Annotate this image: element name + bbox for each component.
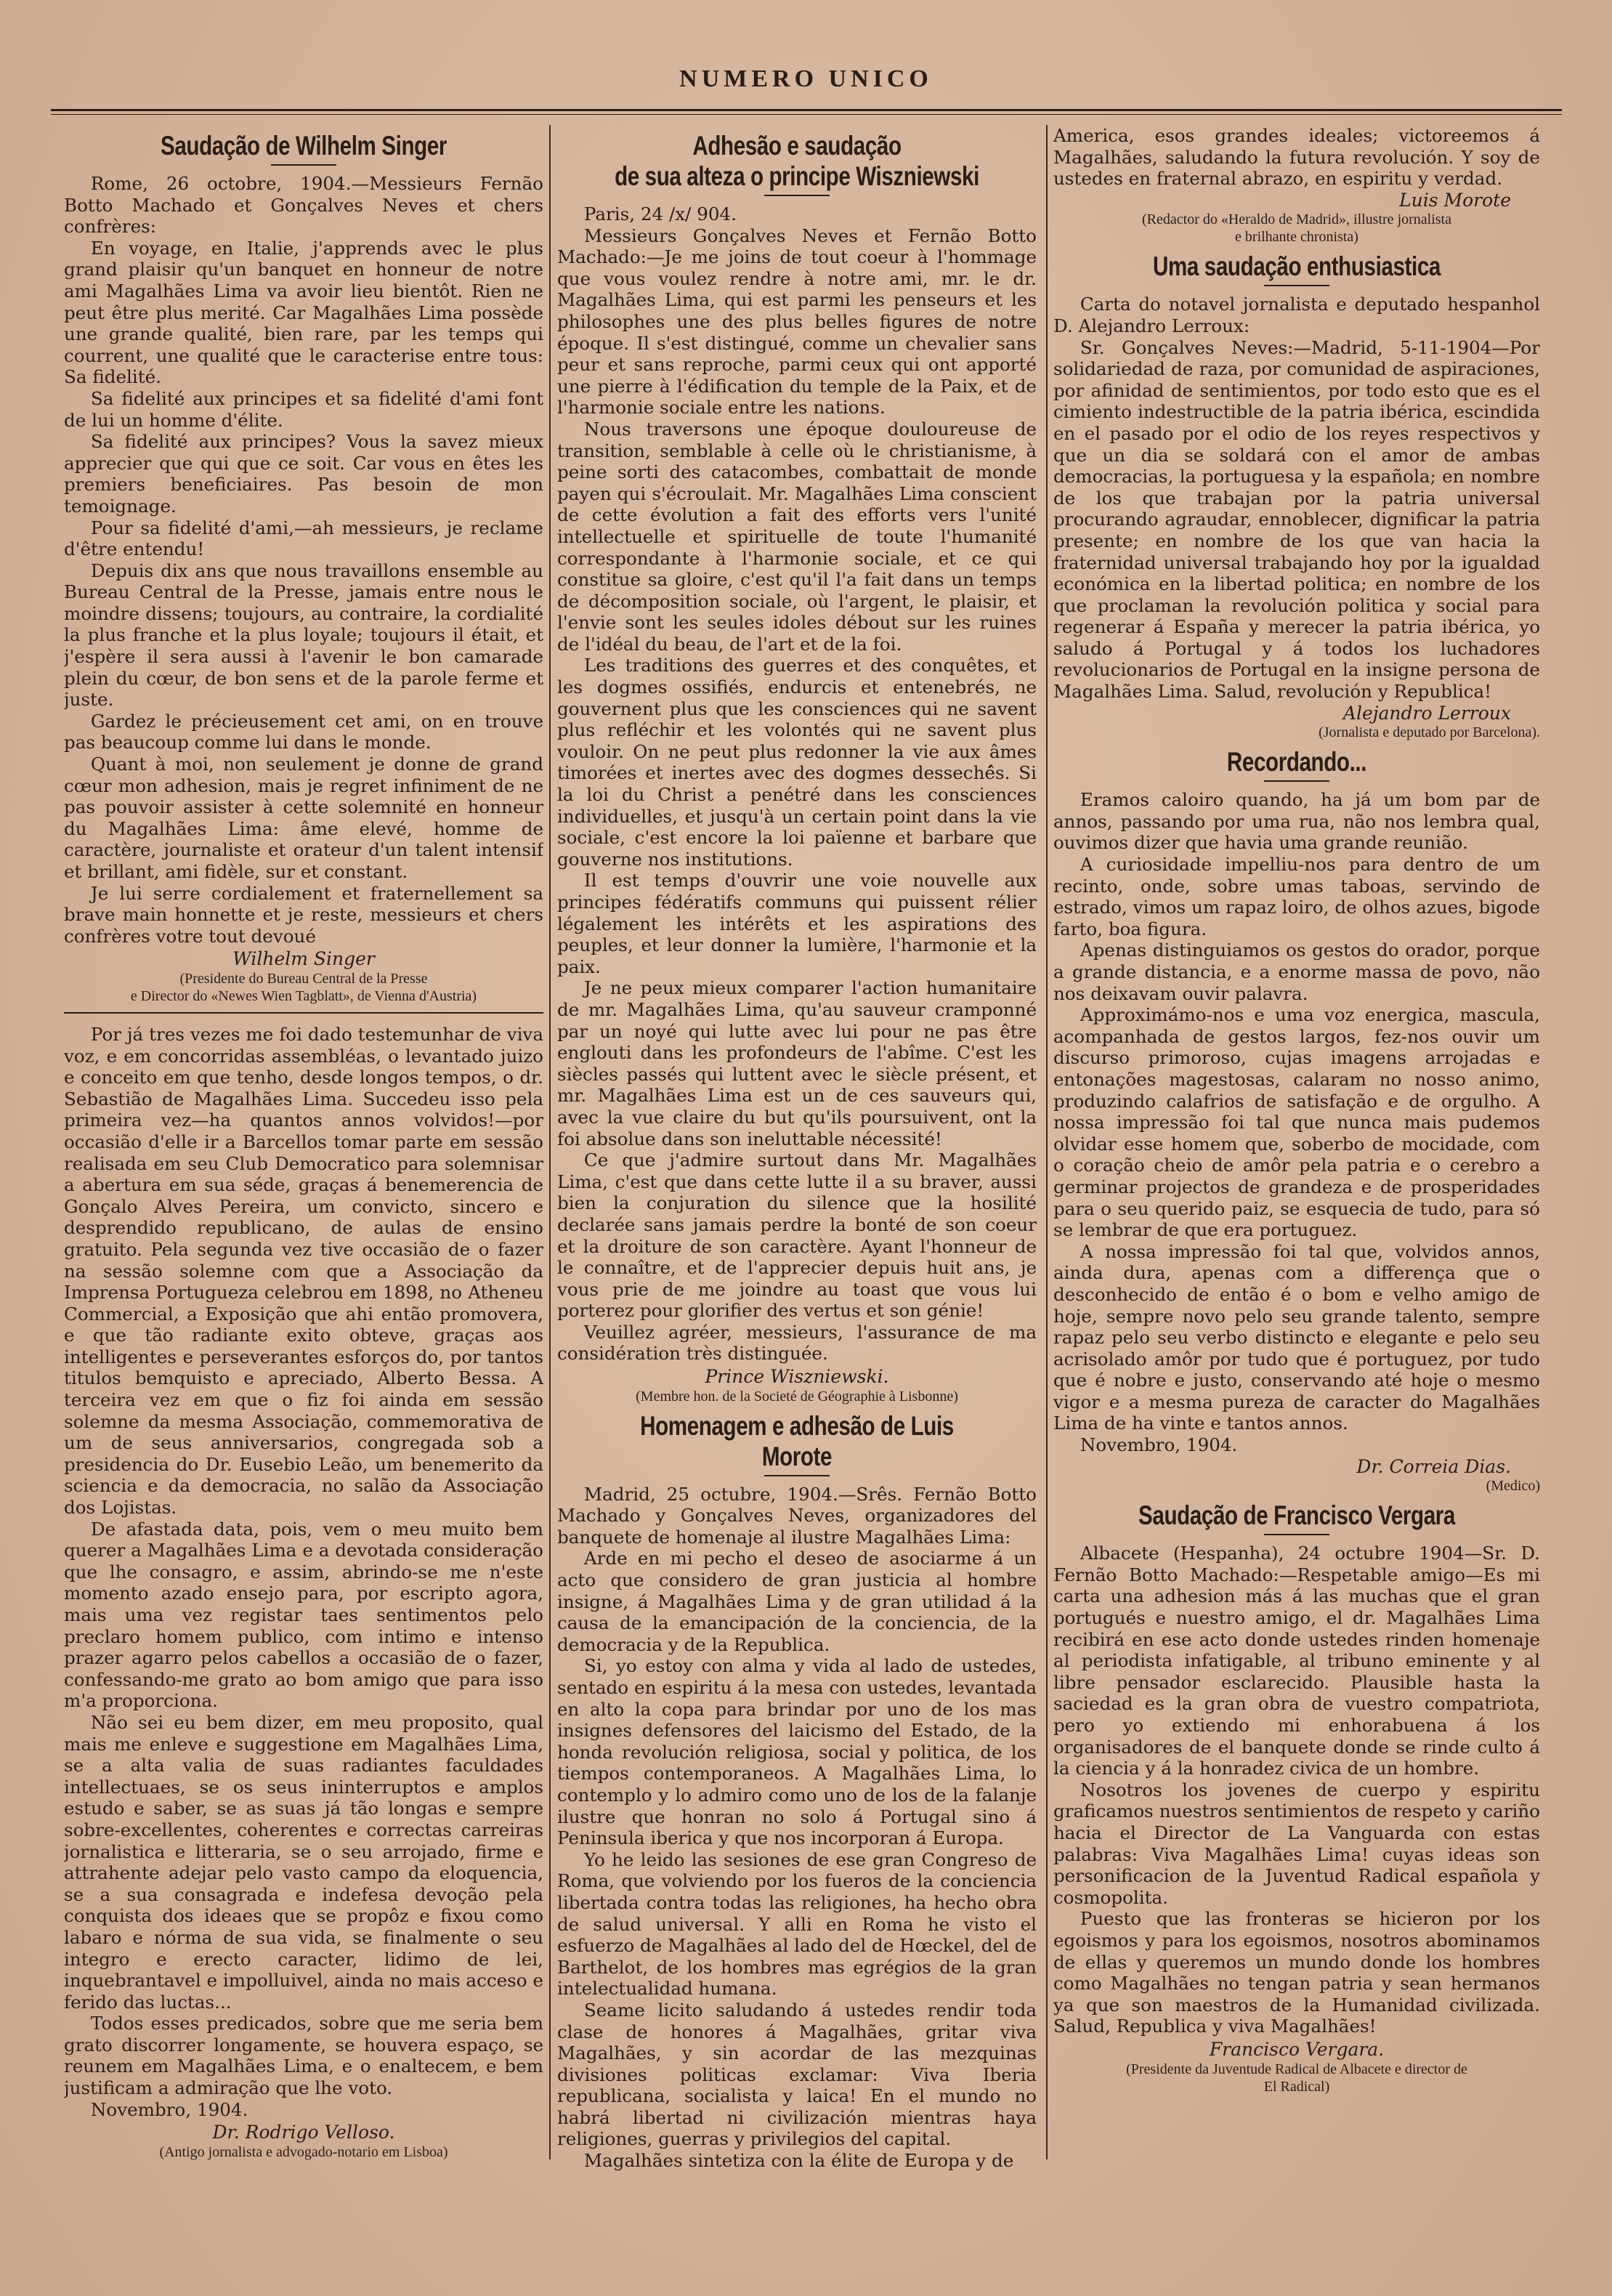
column-divider bbox=[1046, 125, 1048, 2159]
paragraph: Por já tres vezes me foi dado testemunhar de viva voz, e em concorridas assembléas, o levantado juizo e conceito em que tenho, desde longos tempos, o dr. Sebastião de Magalhães Lima. Succedeu isso pela primeira vez—ha quantos annos volvidos!—por occasião d'elle ir a Barcellos tomar parte em sessão realisada em seu Club Democratico para solemnisar a abertura em sua séde, graças á benemerencia de Gonçalo Alves Pereira, um convicto, sincero e desprendido republicano, de aulas de ensino gratuito. Pela segunda vez tive occasião de o fazer na sessão solemne com que a Associação da Imprensa Portugueza celebrou em 1898, no Atheneu Commercial, a Exposição que ahi então promovera, e que tão radiante exito obteve, graças aos intelligentes e perseverantes esforços do, por tantos titulos bemquisto e apreciado, Alberto Bessa. A terceira vez em que o fiz foi ainda em sessão solemne da mesma Associação, commemorativa de um de seus anniversarios, congregada sob a presidencia do Dr. Eusebio Leão, um benemerito da sciencia e da democracia, no salão da Associação dos Lojistas. bbox=[64, 1023, 543, 1519]
paragraph: Ce que j'admire surtout dans Mr. Magalhães Lima, c'est que dans cette lutte il a su braver, aussi bien la conjuration du silence que la hosilité declarée sans jamais perdre la bonté de son coeur et la droiture de son caractère. Ayant l'honneur de le connaître, et de l'apprecier depuis huit ans, je vous prie de me joindre au toast que vous lui porterez pour glorifier des vertus et son génie! bbox=[557, 1149, 1037, 1322]
masthead-title: NUMERO UNICO bbox=[679, 65, 933, 92]
paragraph: Albacete (Hespanha), 24 octubre 1904—Sr. D. Fernão Botto Machado:—Respetable amigo—Es mi carta una adhesion más á las muchas que el gran portugués e nuestro amigo, el dr. Magalhães Lima recibirá en ese acto donde ustedes rinden homenaje al periodista infatigable, al tribuno eminente y al libre pensador esclarecido. Plausible hasta la saciedad es la gran obra de vuestro compatriota, pero yo extiendo mi enhorabuena á los organisadores de el banquete donde se rinde culto á la ciencia y á la honradez civica de un hombre. bbox=[1053, 1543, 1540, 1779]
paragraph: Todos esses predicados, sobre que me seria bem grato discorrer longamente, se houvera espaço, se reunem em Magalhães Lima, e o enaltecem, e bem justificam a admiração que lhe voto. bbox=[64, 2013, 543, 2099]
paragraph: Paris, 24 /x/ 904. bbox=[583, 203, 737, 225]
title-rule bbox=[764, 1475, 830, 1476]
signature: Dr. Correia Dias. bbox=[1356, 1455, 1511, 1477]
article-title: de sua alteza o principe Wiszniewski bbox=[615, 161, 979, 191]
paragraph: Depuis dix ans que nous travaillons ensemble au Bureau Central de la Presse, jamais entre nous le moindre dissens; toujours, au contraire, la cordialité la plus franche et la plus loyale; toujours il était, et j'espère il sera aussi à l'avenir le bon camarade plein du cœur, de bon sens et de la parole ferme et juste. bbox=[64, 559, 543, 711]
paragraph: Magalhães sintetiza con la élite de Europa y de bbox=[583, 2150, 1014, 2172]
paragraph: Je lui serre cordialement et fraternellement sa brave main honnette et je reste, messieurs et chers confrères votre tout devoué bbox=[64, 882, 543, 947]
paragraph: Les traditions des guerres et des conquêtes, et les dogmes ossifiés, endurcis et entenebrés, ne gouvernent plus que les consciences qui ne savent plus refléchir et les volontés qui ne savent plus vouloir. On ne peut plus redonner la vie aux âmes timorées et inertes avec des dogmes desseché̂s. Si la loi du Christ a penétré dans les consciences individuelles, et jusqu'à un certain point dans la vie sociale, c'est encore la loi païenne et barbare que gouverne nos institutions. bbox=[557, 655, 1037, 870]
signature: Francisco Vergara. bbox=[1209, 2038, 1385, 2060]
article-title: Saudação de Wilhelm Singer bbox=[161, 131, 447, 161]
paragraph: America, esos grandes ideales; victoreemos á Magalhães, saludando la futura revolución. Y soy de ustedes en fraternal abrazo, en espiritu y verdad. bbox=[1053, 125, 1540, 190]
paragraph: Seame licito saludando á ustedes rendir toda clase de honores á Magalhães, gritar viva Magalhães, y sin acordar de las mezquinas divisiones politicas exclamar: Viva Iberia republicana, socialista y laica! En el mundo no habrá libertad ni civilización mientras haya religiones, guerras y privilegios del capital. bbox=[557, 1999, 1037, 2150]
title-rule bbox=[1264, 1534, 1329, 1535]
paragraph: Sa fidelité aux principes? Vous la savez mieux apprecier que qui que ce soit. Car vous en êtes les premiers beneficiaires. Pas besoin de mon temoignage. bbox=[64, 431, 543, 517]
title-rule bbox=[271, 164, 336, 166]
signature-note: (Presidente da Juventude Radical de Albacete e director de bbox=[1126, 2061, 1467, 2077]
section-rule bbox=[64, 1012, 543, 1014]
paragraph: Carta do notavel jornalista e deputado hespanhol D. Alejandro Lerroux: bbox=[1053, 294, 1540, 336]
signature: Alejandro Lerroux bbox=[1342, 702, 1511, 724]
column-middle bbox=[557, 125, 1037, 2218]
paragraph: Nous traversons une époque douloureuse de transition, semblable à celle où le christianisme, à peine sorti des catacombes, combattait de monde payen qui s'écroulait. Mr. Magalhães Lima conscient de cette évolution a fait des efforts vers l'unité intellectuelle et spirituelle de toute l'humanité correspondante à l'harmonie sociale, et ce qui constitue sa gloire, c'est qu'il l'a fait dans un temps de décomposition sociale, où l'argent, le plaisir, et l'envie sont les seules idoles débout sur les ruines de l'idéal du beau, de l'art et de la foi. bbox=[557, 418, 1037, 655]
column-left bbox=[64, 125, 543, 2218]
article-title: Homenagem e adhesão de Luis Morote bbox=[640, 1410, 954, 1471]
article-title: Adhesão e saudação bbox=[692, 131, 902, 161]
signature-note: e brilhante chronista) bbox=[1235, 229, 1358, 246]
signature: Dr. Rodrigo Velloso. bbox=[212, 2122, 395, 2143]
paragraph: Nosotros los jovenes de cuerpo y espiritu graficamos nuestros sentimientos de respeto y cariño hacia el Director de La Vanguarda con estas palabras: Viva Magalhães Lima! cuyas ideas son personificacion de la Juventud Radical española y cosmopolita. bbox=[1053, 1779, 1540, 1908]
paragraph: A nossa impressão foi tal que, volvidos annos, ainda dura, apenas com a differença que o desconhecido de então é o bom e velho amigo de hoje, sempre novo pelo seu grande talento, sempre rapaz pelo seu verbo distincto e elegante e pelo seu acrisolado amôr por tudo que é portuguez, por tudo que é nobre e justo, conservando até hoje o mesmo vigor e a mesma pureza de caracter do Magalhães Lima de ha vinte e tantos annos. bbox=[1053, 1240, 1540, 1434]
signature-note: El Radical) bbox=[1263, 2078, 1330, 2095]
paragraph: Je ne peux mieux comparer l'action humanitaire de mr. Magalhães Lima, qu'au sauveur cramponné par un noyé qui lutte avec lui pour ne pas être englouti dans les profondeurs de l'abîme. C'est les siècles passés qui luttent avec le siècle présent, et mr. Magalhães Lima est un de ces sauveurs qui, avec la vue claire du but qu'ils poursuivent, ont la foi absolue dans son ineluttable nécessité! bbox=[557, 977, 1037, 1149]
title-rule bbox=[1264, 780, 1329, 782]
paragraph: De afastada data, pois, vem o meu muito bem querer a Magalhães Lima e a devotada consideração que lhe consagro, e assim, abrindo-se me n'este momento azado ensejo para, por escripto agora, mais uma vez registar taes sentimentos pelo preclaro homem publico, com intimo e intenso prazer agarro pelos cabellos a occasião de o fazer, confessando-me grato ao bom amigo que para isso m'a proporciona. bbox=[64, 1518, 543, 1712]
signature-note: (Antigo jornalista e advogado-notario em Lisboa) bbox=[159, 2143, 448, 2160]
article-title: Uma saudação enthusiastica bbox=[1153, 251, 1441, 282]
paragraph: Sa fidelité aux principes et sa fidelité d'ami font de lui un homme d'élite. bbox=[64, 387, 543, 431]
paragraph: Quant à moi, non seulement je donne de grand cœur mon adhesion, mais je regret infiniment de ne pas pouvoir assister à cette solemnité en honneur du Magalhães Lima: âme elevé, homme de caractère, journaliste et orateur d'un talent intensif et brillant, ami fidèle, sur et constant. bbox=[64, 753, 543, 882]
signature-note: e Director do «Newes Wien Tagblatt», de Vienna d'Austria) bbox=[130, 987, 477, 1004]
paragraph: Novembro, 1904. bbox=[1080, 1434, 1238, 1456]
paragraph: Approximámo-nos e uma voz energica, mascula, acompanhada de gestos largos, fez-nos ouvir um discurso primoroso, cujas imagens arrojadas e entonações magestosas, calaram no nosso animo, produzindo calafrios de satisfação e de orgulho. A nossa impressão foi tal que nunca mais pudemos olvidar esse homem que, soberbo de mocidade, com o coração cheio de amôr pela patria e o cerebro a germinar projectos de grandeza e de prosperidades para o seu querido paiz, se esquecia de tudo, para só se lembrar de que era portuguez. bbox=[1053, 1004, 1540, 1241]
paragraph: Puesto que las fronteras se hicieron por los egoismos y para los egoismos, nosotros abominamos de ellas y queremos un mundo donde los hombres como Magalhães no tengan patria y sean hermanos ya que son maestros de la Humanidad civilizada. Salud, Republica y viva Magalhães! bbox=[1053, 1908, 1540, 2037]
paragraph: Não sei eu bem dizer, em meu proposito, qual mais me enleve e suggestione em Magalhães Lima, se a alta valia de suas radiantes faculdades intellectuaes, se os seus ininterruptos e amplos estudo e saber, se as suas já tão longas e sempre sobre-excellentes, coherentes e correctas carreiras jornalistica e litteraria, se o seu arrojado, firme e attrahente adejar pelo vasto campo da eloquencia, se a sua consagrada e indefesa devoção pela conquista dos ideaes que se propôz e fixou como labaro e nórma de sua vida, se finalmente o seu integro e erecto caracter, lidimo de lei, inquebrantavel e impolluivel, ainda no mais acceso e ferido das luctas... bbox=[64, 1711, 543, 2013]
paragraph: Rome, 26 octobre, 1904.—Messieurs Fernão Botto Machado et Gonçalves Neves et chers confrères: bbox=[64, 173, 543, 238]
paragraph: Eramos caloiro quando, ha já um bom par de annos, passando por uma rua, não nos lembra qual, ouvimos dizer que havia uma grande reunião. bbox=[1053, 789, 1540, 854]
article-title: Saudação de Francisco Vergara bbox=[1138, 1500, 1455, 1531]
column-right bbox=[1053, 125, 1540, 2218]
paragraph: Gardez le précieusement cet ami, on en trouve pas beaucoup comme lui dans le monde. bbox=[64, 710, 543, 753]
signature-note: (Jornalista e deputado por Barcelona). bbox=[1319, 724, 1540, 741]
paragraph: Apenas distinguiamos os gestos do orador, porque a grande distancia, e a enorme massa de povo, não nos deixavam ouvir palavra. bbox=[1053, 939, 1540, 1004]
signature-note: (Redactor do «Heraldo de Madrid», illustre jornalista bbox=[1142, 211, 1451, 228]
paragraph: Veuillez agréer, messieurs, l'assurance de ma considération très distinguée. bbox=[557, 1321, 1037, 1365]
title-rule bbox=[764, 195, 830, 196]
signature: Prince Wiszniewski. bbox=[705, 1366, 889, 1388]
masthead-rule-thin bbox=[51, 114, 1562, 115]
signature-note: (Presidente do Bureau Central de la Presse bbox=[179, 970, 428, 987]
paragraph: Messieurs Gonçalves Neves et Fernão Botto Machado:—Je me joins de tout coeur à l'hommage que vous voulez rendre à notre ami, mr. le dr. Magalhães Lima, qui est parmi les penseurs et les philosophes une des plus belles figures de notre époque. Il s'est distingué, comme un chevalier sans peur et sans reproche, parmi ceux qui ont apporté une pierre à l'édification du temple de la Paix, et de l'harmonie sociale entre les nations. bbox=[557, 225, 1037, 419]
masthead-rule bbox=[51, 109, 1562, 111]
paragraph: Novembro, 1904. bbox=[90, 2098, 248, 2120]
paragraph: Yo he leido las sesiones de ese gran Congreso de Roma, que volviendo por los fueros de la conciencia libertada contra todas las religiones, ha hecho obra de salud universal. Y alli en Roma he visto el esfuerzo de Magalhães al lado del de Hœckel, del de Barthelot, de los hombres mas egrégios de la gran intelectualidad humana. bbox=[557, 1848, 1037, 2000]
paragraph: Sr. Gonçalves Neves:—Madrid, 5-11-1904—Por solidariedad de raza, por comunidad de aspiraciones, por afinidad de sentimientos, por todo esto que es el cimiento indestructible de la patria ibérica, escindida en el pasado por el odio de los reyes respectivos y que un dia se soldará con el amor de ambas democracias, la portuguesa y la española; en nombre de los que trabajan por la patria universal procurando agraudar, ennoblecer, dignificar la patria presente; en nombre de los que van hacia la fraternidad universal trabajando hoy por la igualdad económica en la libertad politica; en nombre de los que proclaman la revolución politica y social para regenerar á España y merecer la patria ibérica, yo saludo á Portugal y á todos los luchadores revolucionarios de Portugal en la insigne persona de Magalhães Lima. Salud, revolución y Republica! bbox=[1053, 336, 1540, 703]
signature-note: (Medico) bbox=[1486, 1478, 1540, 1495]
paragraph: Arde en mi pecho el deseo de asociarme á un acto que considero de gran justicia al hombre insigne, á Magalhães Lima y de gran utilidad á la causa de la emancipación de la conciencia, de la democracia y de la Republica. bbox=[557, 1548, 1037, 1655]
paragraph: A curiosidade impelliu-nos para dentro de um recinto, onde, sobre umas taboas, servindo de estrado, vimos um rapaz loiro, de olhos azues, bigode farto, boa figura. bbox=[1053, 854, 1540, 939]
signature-note: (Membre hon. de la Societé de Géographie à Lisbonne) bbox=[636, 1388, 958, 1404]
signature: Wilhelm Singer bbox=[232, 948, 375, 970]
paragraph: Il est temps d'ouvrir une voie nouvelle aux principes fédératifs communs qui puissent rélier légalement les intérêts et les aspirations des peuples, et leur donner la lumière, l'harmonie et la paix. bbox=[557, 870, 1037, 977]
column-divider bbox=[549, 125, 551, 2159]
title-rule bbox=[1264, 285, 1329, 286]
paragraph: En voyage, en Italie, j'apprends avec le plus grand plaisir qu'un banquet en honneur de notre ami Magalhães Lima va avoir lieu bientôt. Rien ne peut être plus merité. Car Magalhães Lima possède une grande qualité, bien rare, par les temps qui courrent, une qualité que le caracterise entre tous: Sa fidelité. bbox=[64, 237, 543, 388]
paragraph: Madrid, 25 octubre, 1904.—Srês. Fernão Botto Machado y Gonçalves Neves, organizadores del banquete de homenaje al ilustre Magalhães Lima: bbox=[557, 1483, 1037, 1548]
signature: Luis Morote bbox=[1399, 189, 1511, 211]
article-title: Recordando... bbox=[1226, 747, 1367, 777]
paragraph: Si, yo estoy con alma y vida al lado de ustedes, sentado en espiritu á la mesa con ustedes, levantada en alto la copa para brindar por uno de los mas insignes defensores del laicismo del Estado, de la honda revolución religiosa, social y politica, de los tiempos contemporaneos. A Magalhães Lima, lo contemplo y lo admiro como uno de los de la falanje ilustre que honran no solo á Portugal sino á Peninsula iberica y que nos incorporan á Europa. bbox=[557, 1655, 1037, 1849]
paragraph: Pour sa fidelité d'ami,—ah messieurs, je reclame d'être entendu! bbox=[64, 517, 543, 560]
